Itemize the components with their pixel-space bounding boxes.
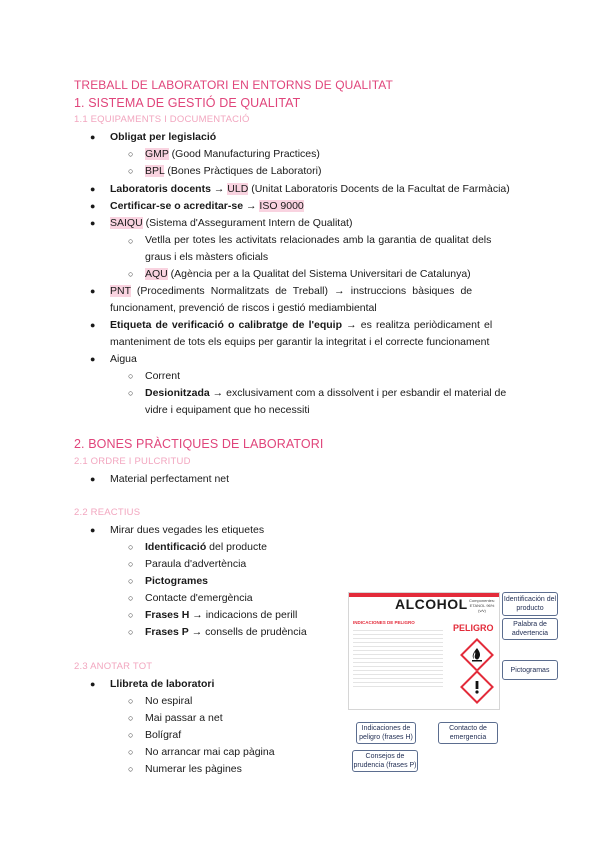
list-item: Numerar les pàgines xyxy=(145,763,242,775)
bullet: ● xyxy=(90,679,96,689)
list-item: Desionitzada → exclusivament com a dissolvent i per esbandir el material de xyxy=(145,387,507,399)
bullet: ● xyxy=(90,320,96,330)
callout-identificacion: Identificación del producto xyxy=(502,592,558,616)
list-item: Identificació del producte xyxy=(145,541,267,553)
flame-pictogram-icon xyxy=(460,638,494,672)
label-composition: Componentes: ETANOL 96% (v/v) xyxy=(469,598,496,613)
callout-palabra: Palabra de advertencia xyxy=(502,618,558,640)
label-fine-print xyxy=(353,627,443,687)
label-product-name: ALCOHOL xyxy=(395,596,468,612)
callout-indicaciones: Indicaciones de peligro (frases H) xyxy=(356,722,416,744)
section1-heading: 1. SISTEMA DE GESTIÓ DE QUALITAT xyxy=(74,96,301,110)
bullet: ○ xyxy=(128,166,134,176)
list-item: Vetlla per totes les activitats relacionades amb la garantia de qualitat dels xyxy=(145,234,492,246)
section1-subheading: 1.1 EQUIPAMENTS I DOCUMENTACIÓ xyxy=(74,114,250,125)
subheading-ordre: 2.1 ORDRE I PULCRITUD xyxy=(74,456,191,467)
list-item-continuation: vidre i equipament que ho necessiti xyxy=(145,404,310,416)
bullet: ○ xyxy=(128,371,134,381)
list-item: Material perfectament net xyxy=(110,473,230,485)
bullet: ○ xyxy=(128,730,134,740)
list-item-continuation: funcionament, prevenció de riscos i gestió mediambiental xyxy=(110,302,377,314)
list-item: Bolígraf xyxy=(145,729,182,741)
document-title: TREBALL DE LABORATORI EN ENTORNS DE QUALITAT xyxy=(74,78,393,92)
list-item: Obligat per legislació xyxy=(110,131,217,143)
list-item: Laboratoris docents → ULD (Unitat Laboratoris Docents de la Facultat de Farmàcia) xyxy=(110,183,510,195)
list-item: Corrent xyxy=(145,370,181,382)
list-item: Frases P → consells de prudència xyxy=(145,626,307,638)
list-item: Certificar-se o acreditar-se → ISO 9000 xyxy=(110,200,304,212)
bullet: ● xyxy=(90,525,96,535)
list-item: No espiral xyxy=(145,695,193,707)
bullet: ● xyxy=(90,132,96,142)
list-item: Frases H → indicacions de perill xyxy=(145,609,298,621)
bullet: ○ xyxy=(128,269,134,279)
chemical-label-figure xyxy=(348,592,500,710)
callout-pictogramas: Pictogramas xyxy=(502,660,558,680)
section2-heading: 2. BONES PRÀCTIQUES DE LABORATORI xyxy=(74,437,324,451)
callout-consejos: Consejos de prudencia (frases P) xyxy=(352,750,418,772)
bullet: ○ xyxy=(128,576,134,586)
bullet: ● xyxy=(90,201,96,211)
bullet: ● xyxy=(90,184,96,194)
bullet: ○ xyxy=(128,593,134,603)
subheading-anotar: 2.3 ANOTAR TOT xyxy=(74,661,153,672)
bullet: ○ xyxy=(128,610,134,620)
list-item-continuation: graus i els màsters oficials xyxy=(145,251,269,263)
bullet: ○ xyxy=(128,388,134,398)
bullet: ● xyxy=(90,286,96,296)
bullet: ○ xyxy=(128,696,134,706)
bullet: ○ xyxy=(128,559,134,569)
bullet: ○ xyxy=(128,747,134,757)
bullet: ○ xyxy=(128,713,134,723)
bullet: ○ xyxy=(128,236,134,246)
list-item: Mirar dues vegades les etiquetes xyxy=(110,524,265,536)
list-item: Paraula d'advertència xyxy=(145,558,247,570)
bullet: ● xyxy=(90,218,96,228)
list-item-continuation: manteniment de tots els equips per garantir la integritat i el correcte funcionament xyxy=(110,336,490,348)
subheading-reactius: 2.2 REACTIUS xyxy=(74,507,141,518)
label-signal-word: PELIGRO xyxy=(453,623,494,633)
bullet: ○ xyxy=(128,542,134,552)
bullet: ○ xyxy=(128,764,134,774)
list-item: SAIQU (Sistema d'Assegurament Intern de Qualitat) xyxy=(110,217,353,229)
list-item: No arrancar mai cap pàgina xyxy=(145,746,275,758)
bullet: ● xyxy=(90,474,96,484)
callout-contacto: Contacto de emergencia xyxy=(438,722,498,744)
exclamation-pictogram-icon xyxy=(460,670,494,704)
bullet: ● xyxy=(90,354,96,364)
list-item: Pictogrames xyxy=(145,575,209,587)
list-item: Mai passar a net xyxy=(145,712,223,724)
list-item: Llibreta de laboratori xyxy=(110,678,215,690)
label-indications-heading: INDICACIONES DE PELIGRO xyxy=(353,620,415,625)
list-item: Contacte d'emergència xyxy=(145,592,253,604)
bullet: ○ xyxy=(128,627,134,637)
list-item: AQU (Agència per a la Qualitat del Sistema Universitari de Catalunya) xyxy=(145,268,471,280)
list-item: BPL (Bones Pràctiques de Laboratori) xyxy=(145,165,322,177)
list-item: Aigua xyxy=(110,353,137,365)
list-item: Etiqueta de verificació o calibratge de l'equip → es realitza periòdicament el xyxy=(110,319,493,331)
list-item: PNT (Procediments Normalitzats de Treball) → instruccions bàsiques de xyxy=(110,285,473,297)
bullet: ○ xyxy=(128,149,134,159)
list-item: GMP (Good Manufacturing Practices) xyxy=(145,148,320,160)
